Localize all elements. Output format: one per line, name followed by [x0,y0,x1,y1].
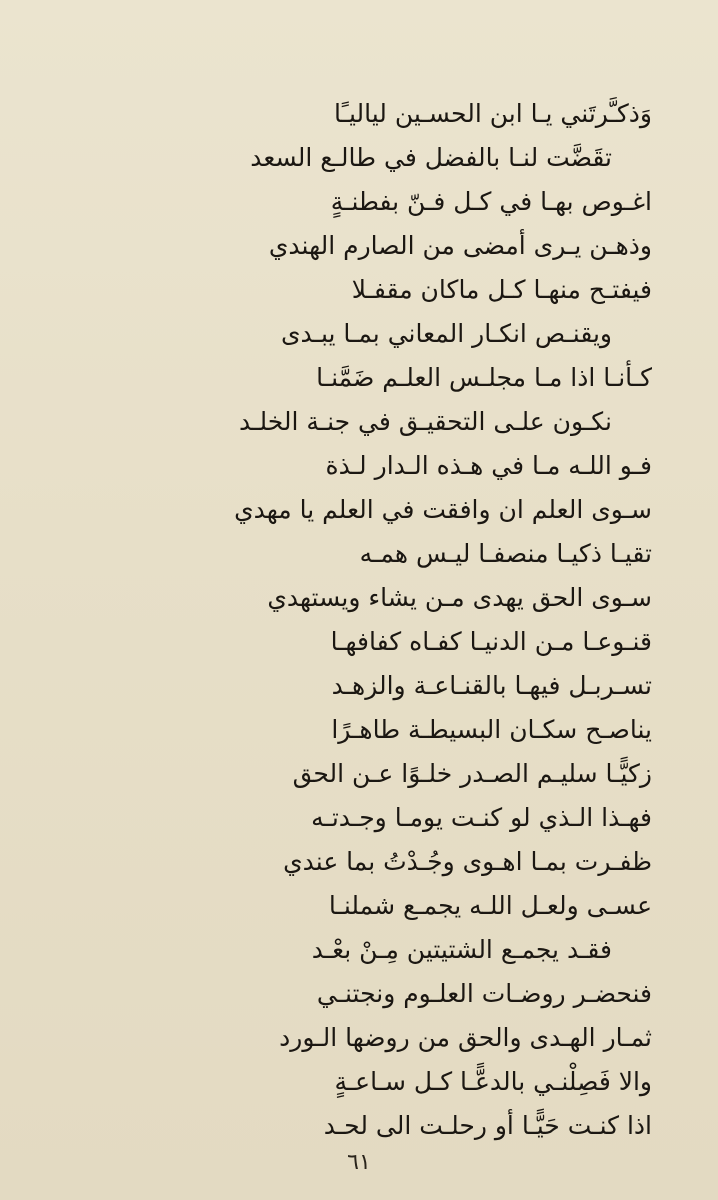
poem-line: ويقنـص انكـار المعاني بمـا يبـدى [280,319,612,348]
poem-line: نكـون علـى التحقيـق في جنـة الخلـد [239,407,612,436]
poem-line: قنـوعـا مـن الدنيـا كفـاه كفافهـا [330,627,652,656]
poem-line: تسـربـل فيهـا بالقنـاعـة والزهـد [331,671,652,700]
poem-line: فهـذا الـذي لو كنـت يومـا وجـدتـه [311,803,652,832]
poem-line: سـوى العلم ان وافقت في العلم يا مهدي [234,495,652,524]
poem-line: فـو اللـه مـا في هـذه الـدار لـذة [325,451,652,480]
poem-line: ظفـرت بمـا اهـوى وجُـدْتُ بما عندي [283,847,652,876]
poem-line: تقَضَّت لنـا بالفضل في طالـع السعد [250,143,612,172]
poem-line: فنحضـر روضـات العلـوم ونجتنـي [316,979,652,1008]
poem-line: وذهـن يـرى أمضى من الصارم الهندي [268,231,652,260]
poem-line: وَذكـَّرتَني يـا ابن الحسـين لياليـًا [334,99,652,128]
poem-line: اذا كنـت حَيًّـا أو رحلـت الى لحـد [323,1111,652,1140]
page-number: ٦١ [347,1150,371,1175]
poem-line: عسـى ولعـل اللـه يجمـع شملنـا [328,891,652,920]
poem-line: كـأنـا اذا مـا مجلـس العلـم ضَمَّنـا [316,363,652,392]
poem-line: سـوى الحق يهدى مـن يشاء ويستهدي [267,583,652,612]
poem-line: زكيًّـا سليـم الصـدر خلـوًا عـن الحق [292,759,652,788]
poem-line: اغـوص بهـا في كـل فـنّ بفطنـةٍ [330,187,652,216]
poem-body [66,92,652,1148]
poem-line: فقـد يجمـع الشتيتين مِـنْ بعْـد [311,935,612,964]
poem-line: تقيـا ذكيـا منصفـا ليـس همـه [359,539,652,568]
poem-line: فيفتـح منهـا كـل ماكان مقفـلا [351,275,652,304]
poem-line: يناصـح سكـان البسيطـة طاهـرًا [331,715,652,744]
poem-line: ثمـار الهـدى والحق من روضها الـورد [279,1023,652,1052]
poem-line: والا فَصِلْنـي بالدعًّـا كـل سـاعـةٍ [334,1067,652,1096]
